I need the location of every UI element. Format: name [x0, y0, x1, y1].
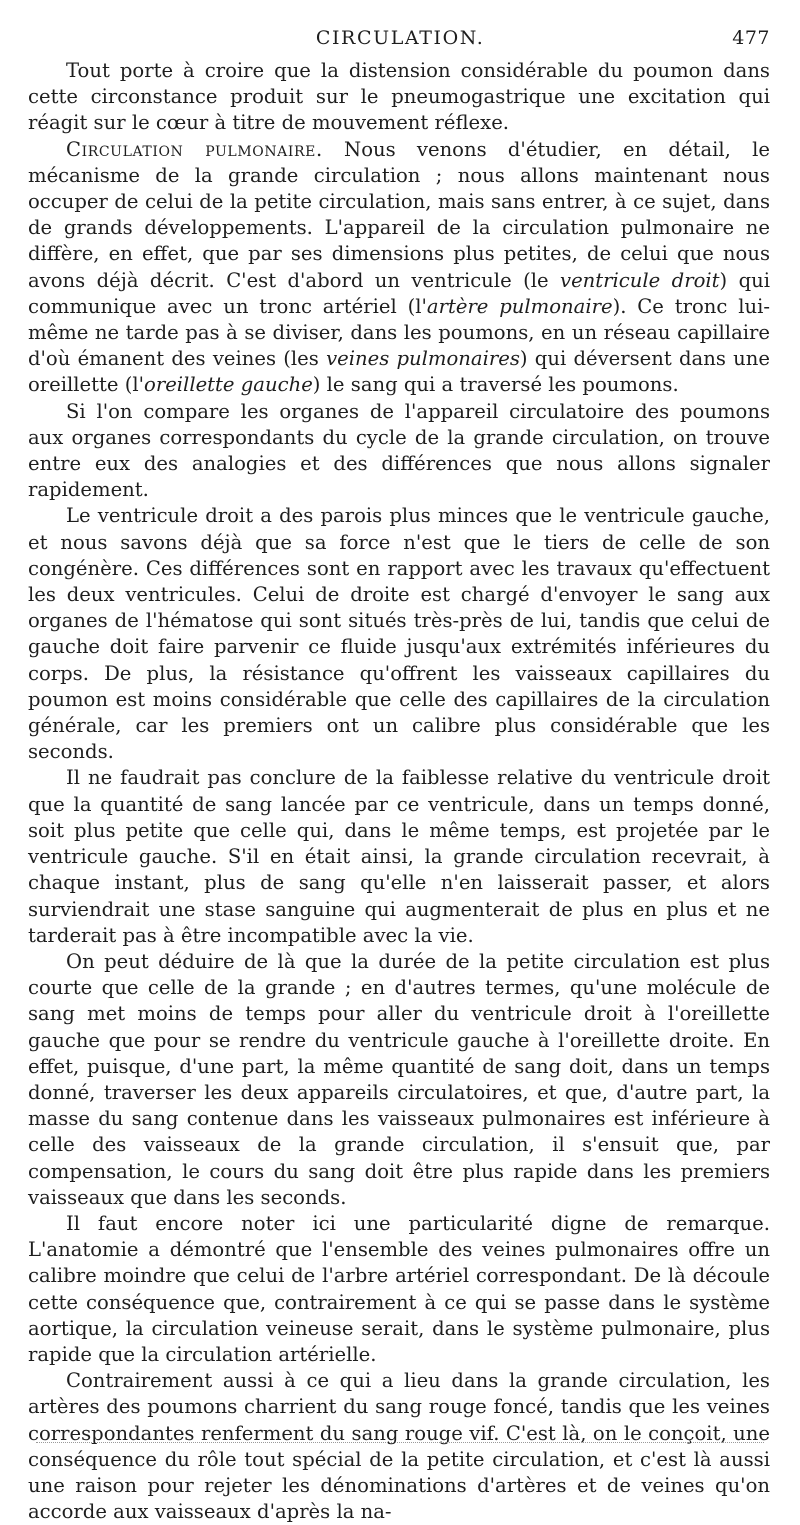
page-number: 477 — [732, 27, 770, 49]
body-text — [28, 58, 770, 1525]
footer-dotted-rule — [36, 1442, 764, 1443]
paragraph-pulmonary-circulation: Circulation pulmonaire. Nous venons d'étudier, en détail, le mécanisme de la grande circulation ; nous allons maintenant nous occuper de celui de la petite circulation, mais sans entrer, à ce sujet, dans de grands développements. L'appareil de la circulation pulmonaire ne diffère, en effet, que par ses dimensions plus petites, de celui que nous avons déjà décrit. C'est d'abord un ventricule (le ventricule droit) qui communique avec un tronc artériel (l'artère pulmonaire). Ce tronc lui-même ne tarde pas à se diviser, dans les poumons, en un réseau capillaire d'où émanent des veines (les veines pulmonaires) qui déversent dans une oreillette (l'oreillette gauche) le sang qui a traversé les poumons. — [28, 137, 770, 397]
term-artere-pulmonaire: artère pulmonaire — [426, 294, 613, 318]
paragraph-duration: On peut déduire de là que la durée de la petite circulation est plus courte que celle de la grande ; en d'autres termes, qu'une molécule de sang met moins de temps pour aller du ventricule droit à l'oreillette gauche que pour se rendre du ventricule gauche à l'oreillette droite. En effet, puisque, d'une part, la même quantité de sang doit, dans un temps donné, traverser les deux appareils circulatoires, et que, d'autre part, la masse du sang contenue dans les vaisseaux pulmonaires est inférieure à celle des vaisseaux de la grande circulation, il s'ensuit que, par compensation, le cours du sang doit être plus rapide dans les premiers vaisseaux que dans les seconds. — [28, 949, 770, 1209]
term-ventricule-droit: ventricule droit — [560, 268, 720, 292]
paragraph-right-ventricle: Le ventricule droit a des parois plus minces que le ventricule gauche, et nous savons déjà que sa force n'est que le tiers de celle de son congénère. Ces différences sont en rapport avec les travaux qu'effectuent les deux ventricules. Celui de droite est chargé d'envoyer le sang aux organes de l'hématose qui sont situés très-près de lui, tandis que celui de gauche doit faire parvenir ce fluide jusqu'aux extrémités inférieures du corps. De plus, la résistance qu'offrent les vaisseaux capillaires du poumon est moins considérable que celle des capillaires de la circulation générale, car les premiers ont un calibre plus considérable que les seconds. — [28, 504, 770, 764]
paragraph-reflex: Tout porte à croire que la distension considérable du poumon dans cette circonstance produit sur le pneumogastrique une excitation qui réagit sur le cœur à titre de mouvement réflexe. — [28, 59, 770, 135]
running-title: CIRCULATION. — [315, 27, 485, 49]
paragraph-blood-quantity: Il ne faudrait pas conclure de la faiblesse relative du ventricule droit que la quantité de sang lancée par ce ventricule, dans un temps donné, soit plus petite que celle qui, dans le même temps, est projetée par le ventricule gauche. S'il en était ainsi, la grande circulation recevrait, à chaque instant, plus de sang qu'elle n'en laisserait passer, et alors surviendrait une stase sanguine qui augmenterait de plus en plus et ne tarderait pas à être incompatible avec la vie. — [28, 766, 770, 947]
section-heading: Circulation pulmonaire. — [66, 137, 323, 161]
paragraph-arteries-veins: Contrairement aussi à ce qui a lieu dans la grande circulation, les artères des poumons charrient du sang rouge foncé, tandis que les veines correspondantes renferment du sang rouge vif. C'est là, on le conçoit, une conséquence du rôle tout spécial de la petite circulation, et c'est là aussi une raison pour rejeter les dénominations d'artères et de veines qu'on accorde aux vaisseaux d'après la na- — [28, 1369, 770, 1524]
paragraph-comparison: Si l'on compare les organes de l'appareil circulatoire des poumons aux organes correspondants du cycle de la grande circulation, on trouve entre eux des analogies et des différences que nous allons signaler rapidement. — [28, 399, 770, 502]
term-oreillette-gauche: oreillette gauche — [144, 373, 313, 397]
term-veines-pulmonaires: veines pulmonaires — [326, 347, 520, 371]
paragraph-anatomy: Il faut encore noter ici une particularité digne de remarque. L'anatomie a démontré que l'ensemble des veines pulmonaires offre un calibre moindre que celui de l'arbre artériel correspondant. De là découle cette conséquence que, contrairement à ce qui se passe dans le système aortique, la circulation veineuse serait, dans le système pulmonaire, plus rapide que la circulation artérielle. — [28, 1211, 770, 1366]
running-header — [28, 26, 770, 50]
